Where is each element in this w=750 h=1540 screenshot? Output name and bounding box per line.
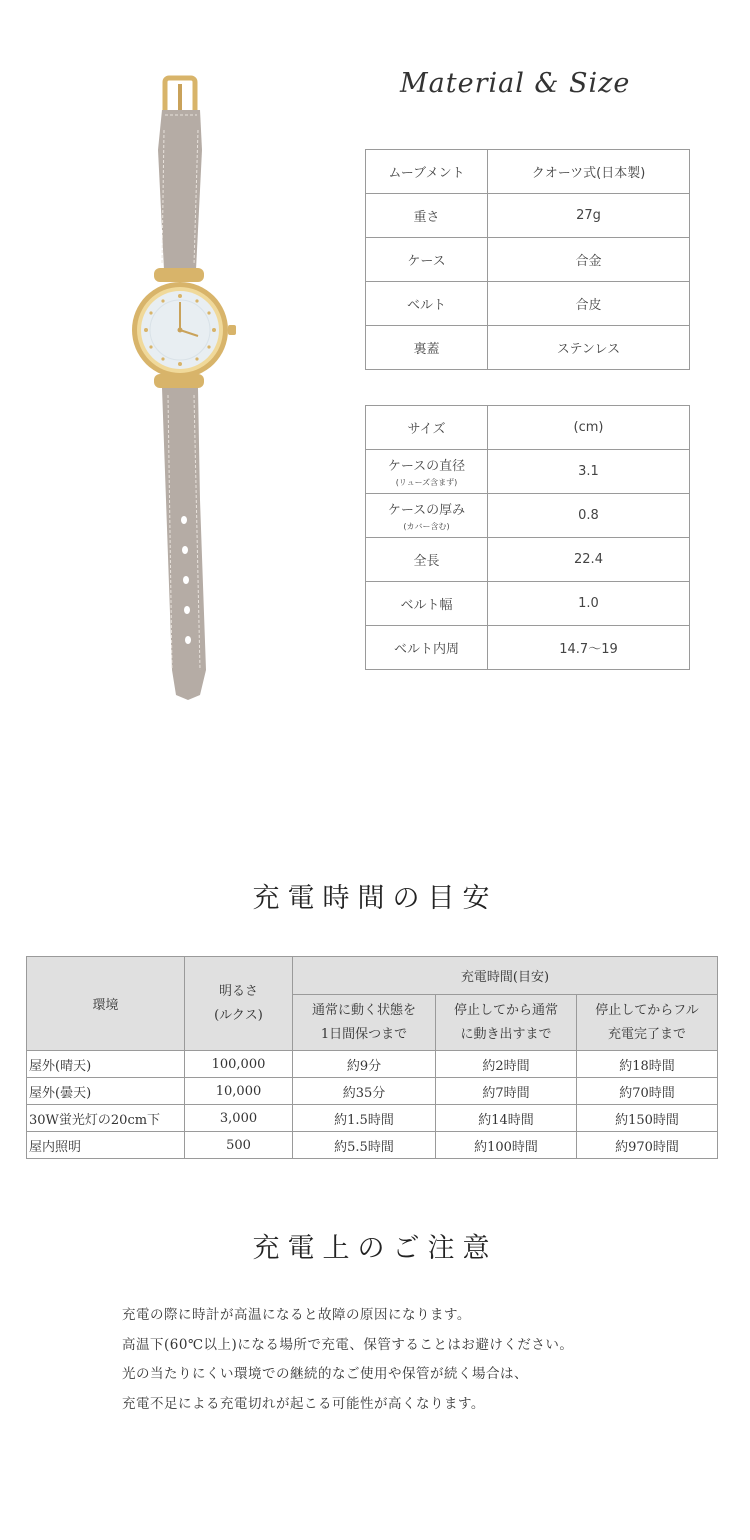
spec-value: 合皮 [488,282,690,326]
table-row [27,1078,718,1105]
lux-cell: 10,000 [185,1078,293,1105]
time2-cell: 約7時間 [436,1078,577,1105]
table-row [27,1105,718,1132]
header-col1-line2: 1日間保つまで [320,1026,408,1042]
table-row [366,494,690,538]
env-cell: 屋内照明 [27,1132,185,1159]
caution-line: 充電の際に時計が高温になると故障の原因になります。 [122,1307,471,1323]
charge-time-table [26,956,718,1159]
spec-label: ムーブメント [366,150,488,194]
header-col3-line1: 停止してからフル [595,1002,699,1018]
lux-cell: 500 [185,1132,293,1159]
header-col2-line2: に動き出すまで [460,1026,552,1042]
time2-cell: 約100時間 [436,1132,577,1159]
spec-value: 合金 [488,238,690,282]
charging-caution-title: 充電上のご注意 [252,1233,498,1264]
spec-value: 1.0 [488,582,690,626]
caution-line: 光の当たりにくい環境での継続的なご使用や保管が続く場合は、 [122,1366,528,1382]
spec-value: 0.8 [488,494,690,538]
env-cell: 屋外(曇天) [27,1078,185,1105]
header-col2 [436,995,577,1051]
env-cell: 30W蛍光灯の20cm下 [27,1105,185,1132]
header-brightness-line2: (ルクス) [214,1007,263,1023]
spec-label: ケースの直径 [387,459,466,474]
time2-cell: 約14時間 [436,1105,577,1132]
lux-cell: 3,000 [185,1105,293,1132]
material-size-title: Material & Size [400,68,631,99]
spec-label: ベルト [366,282,488,326]
table-row [366,538,690,582]
header-col1-line1: 通常に動く状態を [311,1002,416,1018]
table-row [366,626,690,670]
table-row [366,450,690,494]
caution-notes [122,1301,573,1419]
spec-table-size [365,405,690,670]
table-row [366,406,690,450]
spec-label-cell [366,494,488,538]
charge-time-title: 充電時間の目安 [252,883,498,914]
spec-note: (カバー含む) [403,522,450,531]
spec-label: ケースの厚み [387,503,466,518]
watch-image [120,70,260,710]
spec-label: ベルト内周 [366,626,488,670]
time1-cell: 約5.5時間 [293,1132,436,1159]
spec-label: ベルト幅 [366,582,488,626]
table-row [366,150,690,194]
table-row [27,1051,718,1078]
time1-cell: 約1.5時間 [293,1105,436,1132]
spec-value: (cm) [488,406,690,450]
header-col3 [577,995,718,1051]
env-cell: 屋外(晴天) [27,1051,185,1078]
header-charge-time: 充電時間(目安) [293,957,718,995]
spec-value: クオーツ式(日本製) [488,150,690,194]
header-brightness [185,957,293,1051]
spec-table-material [365,149,690,370]
lux-cell: 100,000 [185,1051,293,1078]
header-col3-line2: 充電完了まで [607,1026,686,1042]
spec-label: サイズ [366,406,488,450]
table-row [366,194,690,238]
spec-label: ケース [366,238,488,282]
header-col1 [293,995,436,1051]
table-row [366,238,690,282]
spec-label-cell [366,450,488,494]
table-row [366,582,690,626]
time2-cell: 約2時間 [436,1051,577,1078]
table-row [366,326,690,370]
spec-value: ステンレス [488,326,690,370]
spec-value: 14.7〜19 [488,626,690,670]
header-brightness-line1: 明るさ [218,983,258,999]
time3-cell: 約970時間 [577,1132,718,1159]
spec-value: 27g [488,194,690,238]
spec-value: 3.1 [488,450,690,494]
table-row [366,282,690,326]
spec-label: 全長 [366,538,488,582]
header-environment: 環境 [27,957,185,1051]
table-row [27,1132,718,1159]
caution-line: 高温下(60℃以上)になる場所で充電、保管することはお避けください。 [122,1336,574,1353]
spec-note: (リューズ含まず) [395,478,458,487]
time1-cell: 約35分 [293,1078,436,1105]
caution-line: 充電不足による充電切れが起こる可能性が高くなります。 [122,1395,485,1412]
header-col2-line1: 停止してから通常 [453,1002,558,1018]
time1-cell: 約9分 [293,1051,436,1078]
table-header-row [27,957,718,995]
time3-cell: 約150時間 [577,1105,718,1132]
spec-value: 22.4 [488,538,690,582]
time3-cell: 約18時間 [577,1051,718,1078]
spec-label: 裏蓋 [366,326,488,370]
spec-label: 重さ [366,194,488,238]
time3-cell: 約70時間 [577,1078,718,1105]
